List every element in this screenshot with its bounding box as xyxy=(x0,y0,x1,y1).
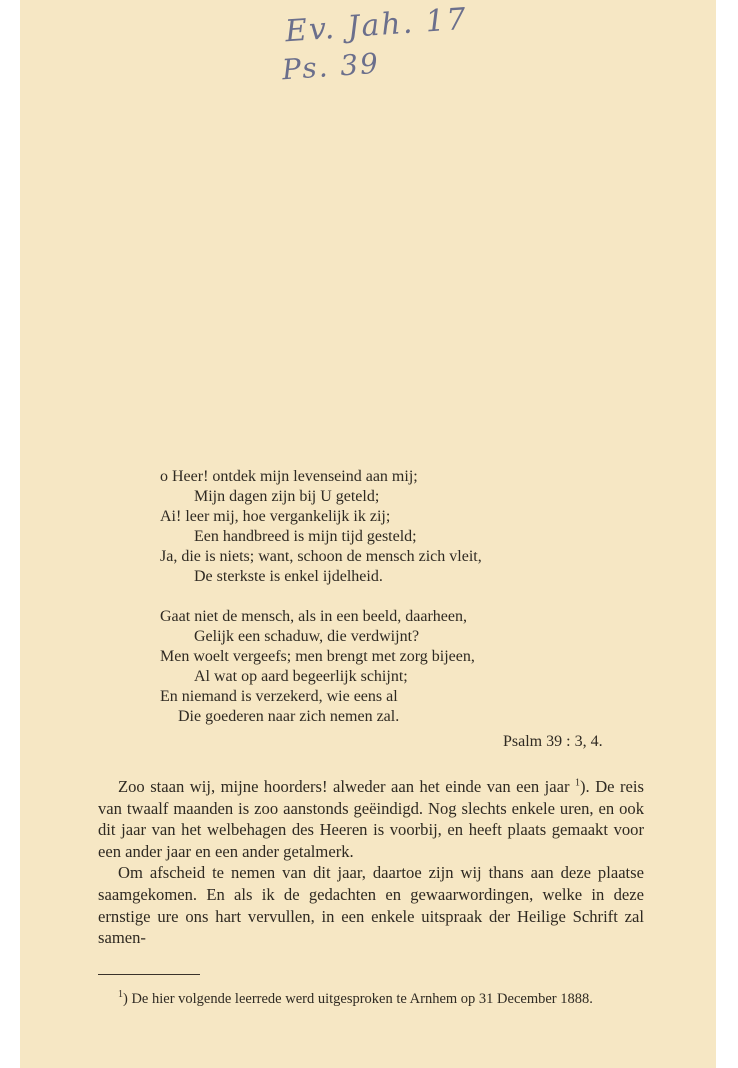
paragraph-2: Om afscheid te nemen van dit jaar, daartoe zijn wij thans aan deze plaatse saamgekomen. En als ik de gedachten en gewaarwordingen, welke in deze ernstige ure ons hart vervullen, in een enkele uitspraak der Heilige Schrift zal samen- xyxy=(98,863,644,948)
stanza-gap xyxy=(160,587,482,607)
footnote-mark: 1 xyxy=(118,989,123,1001)
psalm-citation: Psalm 39 : 3, 4. xyxy=(503,733,603,750)
poem-line: En niemand is verzekerd, wie eens al xyxy=(160,688,398,705)
poem-line: Gaat niet de mensch, als in een beeld, daarheen, xyxy=(160,608,467,625)
book-page xyxy=(20,0,716,1068)
handwritten-annotation-line-2: Ps. 39 xyxy=(280,46,381,87)
poem-line: Mijn dagen zijn bij U geteld; xyxy=(194,488,380,505)
poem-line: Ai! leer mij, hoe vergankelijk ik zij; xyxy=(160,508,391,525)
handwritten-annotation-line-1: Ev. Jah. 17 xyxy=(284,1,469,50)
footnote-reference: 1 xyxy=(575,777,581,789)
poem-line: De sterkste is enkel ijdelheid. xyxy=(194,568,383,585)
poem-line: Gelijk een schaduw, die verdwijnt? xyxy=(194,628,420,645)
poem-line: o Heer! ontdek mijn levenseind aan mij; xyxy=(160,468,418,485)
poem-line: Ja, die is niets; want, schoon de mensch zich vleit, xyxy=(160,548,482,565)
sermon-body xyxy=(98,776,644,949)
poem-line: Die goederen naar zich nemen zal. xyxy=(178,708,400,725)
psalm-poem xyxy=(160,467,482,727)
paragraph-1 xyxy=(98,776,644,862)
footnote-text: ) De hier volgende leerrede werd uitgesproken te Arnhem op 31 December 1888. xyxy=(123,991,593,1007)
footnote xyxy=(98,988,644,1010)
paragraph-1-text-continued: ). De reis van twaalf maanden is zoo aanstonds geëindigd. Nog slechts enkele uren, en ook dit jaar van het welbehagen des Heeren is voorbij, en heeft plaats gemaakt voor een ander jaar en een ander getalmerk. xyxy=(98,777,644,861)
poem-line: Men woelt vergeefs; men brengt met zorg bijeen, xyxy=(160,648,475,665)
paragraph-1-text: Zoo staan wij, mijne hoorders! alweder aan het einde van een jaar xyxy=(118,777,570,796)
poem-line: Een handbreed is mijn tijd gesteld; xyxy=(194,528,417,545)
poem-line: Al wat op aard begeerlijk schijnt; xyxy=(194,668,408,685)
footnote-rule xyxy=(98,974,200,975)
